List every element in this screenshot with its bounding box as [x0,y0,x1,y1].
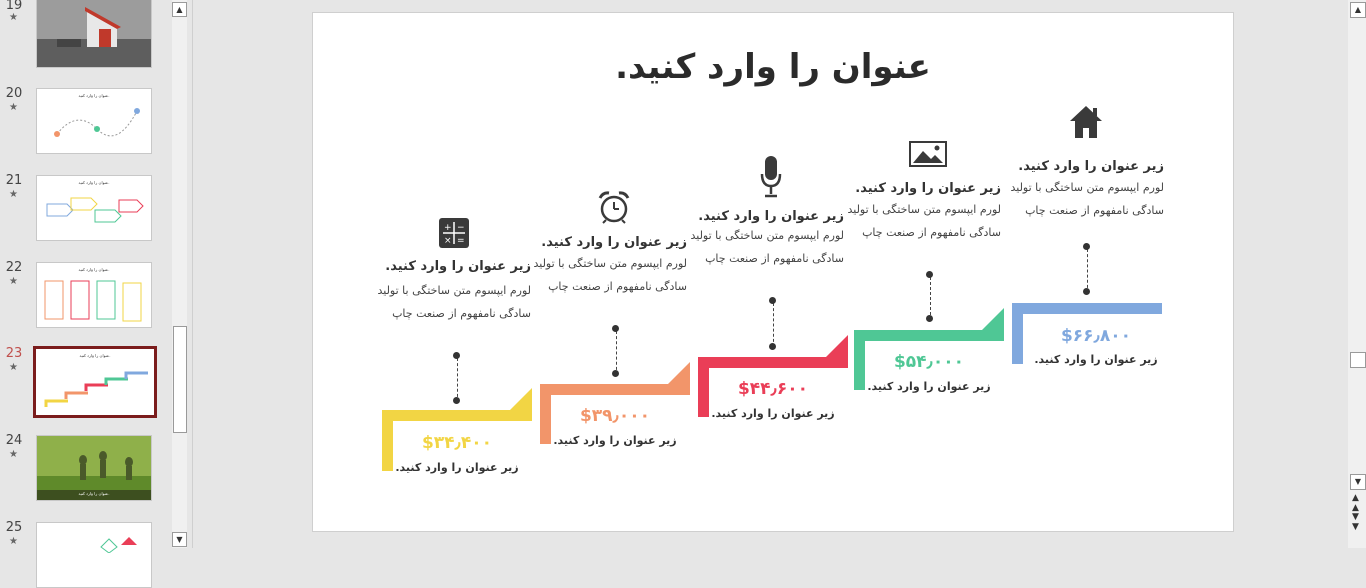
scroll-up-icon[interactable]: ▲ [172,2,187,17]
slide-number: 19 [5,0,23,13]
step-4-bar [854,330,1004,341]
step-4-heading: زیر عنوان را وارد کنید. [855,181,1001,196]
preview-title: عنوان را وارد کنید. [78,180,110,185]
scroll-up-icon[interactable]: ▲ [1350,2,1366,18]
step-1-body: لورم ایپسوم متن ساختگی با تولید سادگی نامفهوم از صنعت چاپ [377,284,531,320]
step-5-dot-bottom [1083,288,1090,295]
step-3-bar [698,357,848,368]
svg-text:=: = [457,236,465,246]
slide-number: 25 [5,520,23,535]
step-2-price: $۳۹٫۰۰۰ [579,406,651,426]
calculator-icon [439,218,469,248]
slide-thumbnail-pane [0,0,190,548]
step-5-connector [1087,249,1088,293]
step-4-dot-top [926,271,933,278]
scroll-down-icon[interactable]: ▼ [172,532,187,547]
preview-graphic [37,89,151,153]
slide-preview [36,262,152,328]
step-3-caption: زیر عنوان را وارد کنید. [711,407,835,420]
step-1-price: $۳۴٫۴۰۰ [421,433,493,453]
scroll-thumb[interactable] [173,326,187,433]
preview-title: عنوان را وارد کنید. [78,93,110,98]
svg-text:+: + [444,223,452,233]
step-2-dot-top [612,325,619,332]
step-5-bar [1012,303,1162,314]
slide-preview [36,435,152,501]
svg-text:×: × [444,236,452,246]
step-3-body: لورم ایپسوم متن ساختگی با تولید سادگی نامفهوم از صنعت چاپ [690,229,844,265]
step-4-corner [982,308,1004,330]
step-5-price: $۶۶٫۸۰۰ [1060,326,1132,346]
slide-preview [36,0,152,68]
star-icon: ★ [9,449,18,460]
star-icon: ★ [9,362,18,373]
preview-title: عنوان را وارد کنید. [78,267,110,272]
step-4-price: $۵۴٫۰۰۰ [893,352,965,372]
step-4-connector [930,277,931,320]
slide-preview [36,175,152,241]
next-slide-icon[interactable]: ▼ ▼ [1352,512,1359,532]
slide-number: 23 [5,346,23,361]
preview-graphic [36,349,154,415]
step-1-corner [510,388,532,410]
step-5-dot-top [1083,243,1090,250]
preview-graphic [37,263,151,327]
step-3-connector [773,303,774,347]
step-1-caption: زیر عنوان را وارد کنید. [395,461,519,474]
slide-title[interactable]: عنوان را وارد کنید. [615,47,931,87]
step-1-dot-bottom [453,397,460,404]
slide-number: 24 [5,433,23,448]
step-5-caption: زیر عنوان را وارد کنید. [1034,353,1158,366]
step-1-heading: زیر عنوان را وارد کنید. [385,259,531,274]
preview-title: عنوان را وارد کنید. [78,491,110,496]
step-2-heading: زیر عنوان را وارد کنید. [541,235,687,250]
scroll-thumb[interactable] [1350,352,1366,368]
home-icon [1069,105,1103,139]
svg-text:−: − [457,223,465,233]
step-2-dot-bottom [612,370,619,377]
step-4-dot-bottom [926,315,933,322]
star-icon: ★ [9,189,18,200]
preview-graphic [37,523,151,553]
image-icon [909,141,947,167]
slide-preview [36,522,152,588]
alarm-clock-icon [597,190,631,224]
step-4-caption: زیر عنوان را وارد کنید. [867,380,991,393]
step-1-bar [382,410,532,421]
thumbnail-scrollbar[interactable] [172,0,187,548]
microphone-icon [760,156,782,198]
slide-number: 22 [5,260,23,275]
slide-preview [36,88,152,154]
step-5-body: لورم ایپسوم متن ساختگی با تولید سادگی نامفهوم از صنعت چاپ [1010,181,1164,217]
step-2-caption: زیر عنوان را وارد کنید. [553,434,677,447]
step-3-heading: زیر عنوان را وارد کنید. [698,209,844,224]
step-2-body: لورم ایپسوم متن ساختگی با تولید سادگی نامفهوم از صنعت چاپ [533,257,687,293]
editor-scrollbar[interactable] [1348,0,1366,548]
slide-canvas[interactable] [312,12,1234,532]
star-icon: ★ [9,102,18,113]
preview-graphic [37,176,151,240]
step-3-price: $۴۴٫۶۰۰ [737,379,809,399]
step-2-corner [668,362,690,384]
step-3-dot-top [769,297,776,304]
step-1-connector [457,358,458,402]
previous-slide-icon[interactable]: ▲ ▲ [1352,493,1359,513]
scroll-down-icon[interactable]: ▼ [1350,474,1366,490]
step-4-body: لورم ایپسوم متن ساختگی با تولید سادگی نامفهوم از صنعت چاپ [847,203,1001,239]
star-icon: ★ [9,276,18,287]
star-icon: ★ [9,12,18,23]
step-3-corner [826,335,848,357]
slide-number: 21 [5,173,23,188]
step-2-bar [540,384,690,395]
preview-title: عنوان را وارد کنید. [79,353,111,358]
step-2-connector [616,331,617,375]
house-photo-icon [37,0,151,67]
slide-preview-selected [33,346,157,418]
star-icon: ★ [9,536,18,547]
slide-number: 20 [5,86,23,101]
step-3-dot-bottom [769,343,776,350]
step-5-heading: زیر عنوان را وارد کنید. [1018,159,1164,174]
slide-editor [192,0,1345,548]
step-1-dot-top [453,352,460,359]
